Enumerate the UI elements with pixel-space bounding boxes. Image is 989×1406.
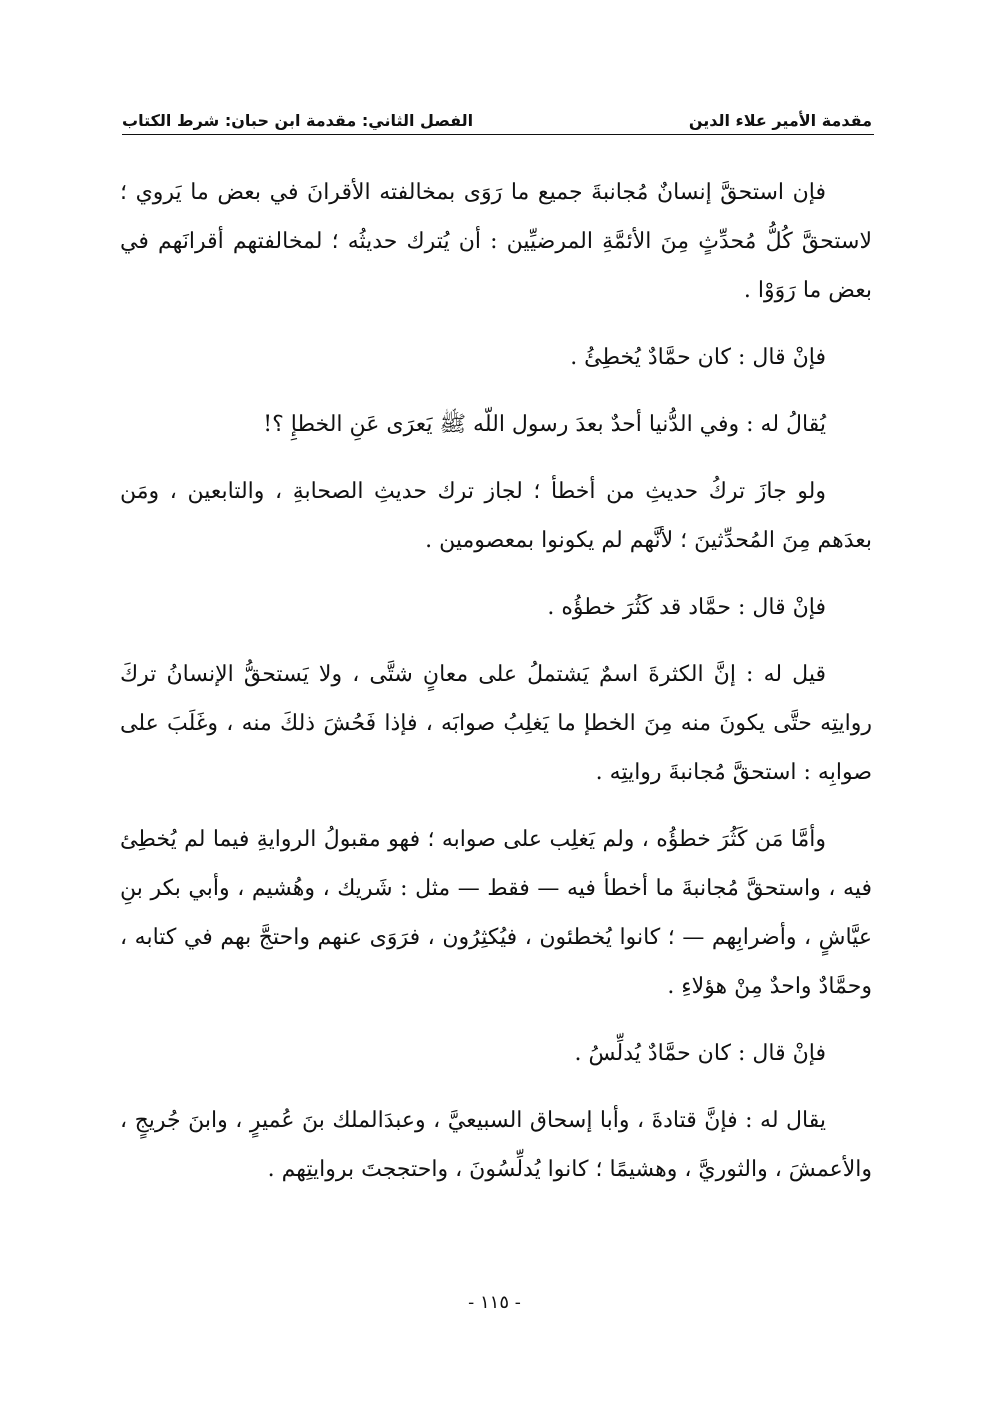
page-number: - ١١٥ - (468, 1292, 521, 1313)
paragraph-4: ولو جازَ تركُ حديثِ من أخطأ ؛ لجاز ترك حديثِ الصحابةِ ، والتابعين ، ومَن بعدَهم مِنَ المُحدِّثينَ ؛ لأنَّهم لم يكونوا بمعصومين . (120, 479, 872, 553)
paragraph-9: يقال له : فإنَّ قتادةَ ، وأبا إسحاق السبيعيَّ ، وعبدَالملك بنَ عُميرٍ ، وابنَ جُريجٍ ، والأعمشَ ، والثوريَّ ، وهشيمًا ؛ كانوا يُدلِّسُونَ ، واحتججتَ بروايتِهم . (120, 1108, 872, 1182)
paragraph-2: فإنْ قال : كان حمَّادٌ يُخطِئُ . (570, 345, 826, 370)
paragraph-8: فإنْ قال : كان حمَّادٌ يُدلِّسُ . (574, 1041, 826, 1066)
paragraph-7: وأمَّا مَن كَثُرَ خطؤُه ، ولم يَغلِب على صوابه ؛ فهو مقبولُ الروايةِ فيما لم يُخطِئ فيه ، واستحقَّ مُجانبةَ ما أخطأ فيه — فقط — مثل : شَريك ، وهُشيم ، وأبي بكر بنِ عيَّاشٍ ، وأضرابِهم — ؛ كانوا يُخطئون ، فيُكثِرُون ، فرَوَى عنهم واحتجَّ بهم في كتابه ، وحمَّادٌ واحدٌ مِنْ هؤلاءِ . (120, 827, 872, 999)
paragraph-6: قيل له : إنَّ الكثرةَ اسمٌ يَشتملُ على معانٍ شتَّى ، ولا يَستحقُّ الإنسانُ تركَ روايتِه حتَّى يكونَ منه مِنَ الخطإ ما يَغلِبُ صوابَه ، فإذا فَحُشَ ذلكَ منه ، وغَلَبَ على صوابِه : استحقَّ مُجانبةَ روايتِه . (120, 662, 872, 785)
paragraph-3: يُقالُ له : وفي الدُّنيا أحدٌ بعدَ رسول اللّه ﷺ يَعرَى عَنِ الخطإِ ؟! (263, 412, 826, 437)
chapter-title: الفصل الثاني: مقدمة ابن حبان: شرط الكتاب (122, 111, 474, 130)
paragraph-1: فإن استحقَّ إنسانٌ مُجانبةَ جميع ما رَوَى بمخالفته الأقرانَ في بعض ما يَروي ؛ لاستحقَّ كُلُّ مُحدِّثٍ مِنَ الأئمَّةِ المرضيِّين : أن يُترك حديثُه ؛ لمخالفتهم أقرانَهم في بعض ما رَوَوْا . (120, 180, 872, 303)
book-title: مقدمة الأمير علاء الدين (688, 111, 872, 130)
header-rule (122, 134, 874, 135)
paragraph-5: فإنْ قال : حمَّاد قد كَثُرَ خطؤُه . (547, 595, 826, 620)
body-text (120, 168, 872, 1212)
running-header (122, 92, 872, 130)
